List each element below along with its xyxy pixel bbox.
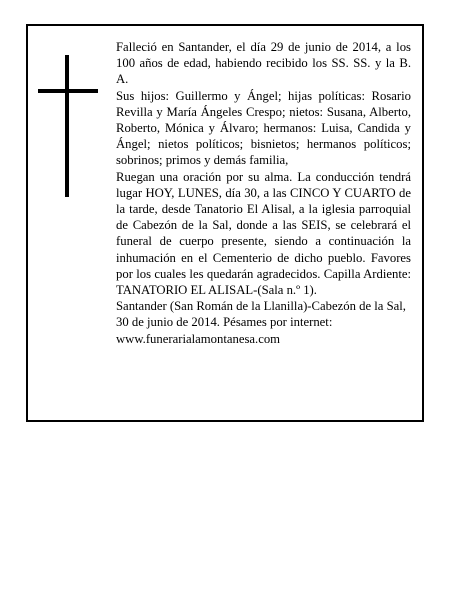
- death-announcement-paragraph: Falleció en Santander, el día 29 de junio de 2014, a los 100 años de edad, habiendo recibido los SS. SS. y la B. A.: [116, 40, 411, 87]
- cross-horizontal-bar: [38, 89, 98, 93]
- notice-body: [116, 39, 411, 347]
- latin-cross-icon: [38, 55, 98, 197]
- cross-vertical-bar: [65, 55, 69, 197]
- funeral-details-paragraph: Ruegan una oración por su alma. La conducción tendrá lugar HOY, LUNES, día 30, a las CINCO Y CUARTO de la tarde, desde Tanatorio El Alisal, a la iglesia parroquial de Cabezón de la Sal, donde a las SEIS, se celebrará el funeral de cuerpo presente, siendo a continuación la inhumación en el Cementerio de dicho pueblo. Favores por los cuales les quedarán agradecidos. Capilla Ardiente: TANATORIO EL ALISAL-(Sala n.º 1).: [116, 169, 411, 298]
- place-date-paragraph: Santander (San Román de la Llanilla)-Cabezón de la Sal, 30 de junio de 2014. Pésames por internet: www.funerarialamontanesa.com: [116, 299, 406, 346]
- family-paragraph: Sus hijos: Guillermo y Ángel; hijas políticas: Rosario Revilla y María Ángeles Crespo; nietos: Susana, Alberto, Roberto, Mónica y Álvaro; hermanos: Luisa, Candida y Ángel; nietos políticos; bisnietos; hermanos políticos; sobrinos; primos y demás familia,: [116, 88, 411, 168]
- obituary-notice: [26, 24, 424, 422]
